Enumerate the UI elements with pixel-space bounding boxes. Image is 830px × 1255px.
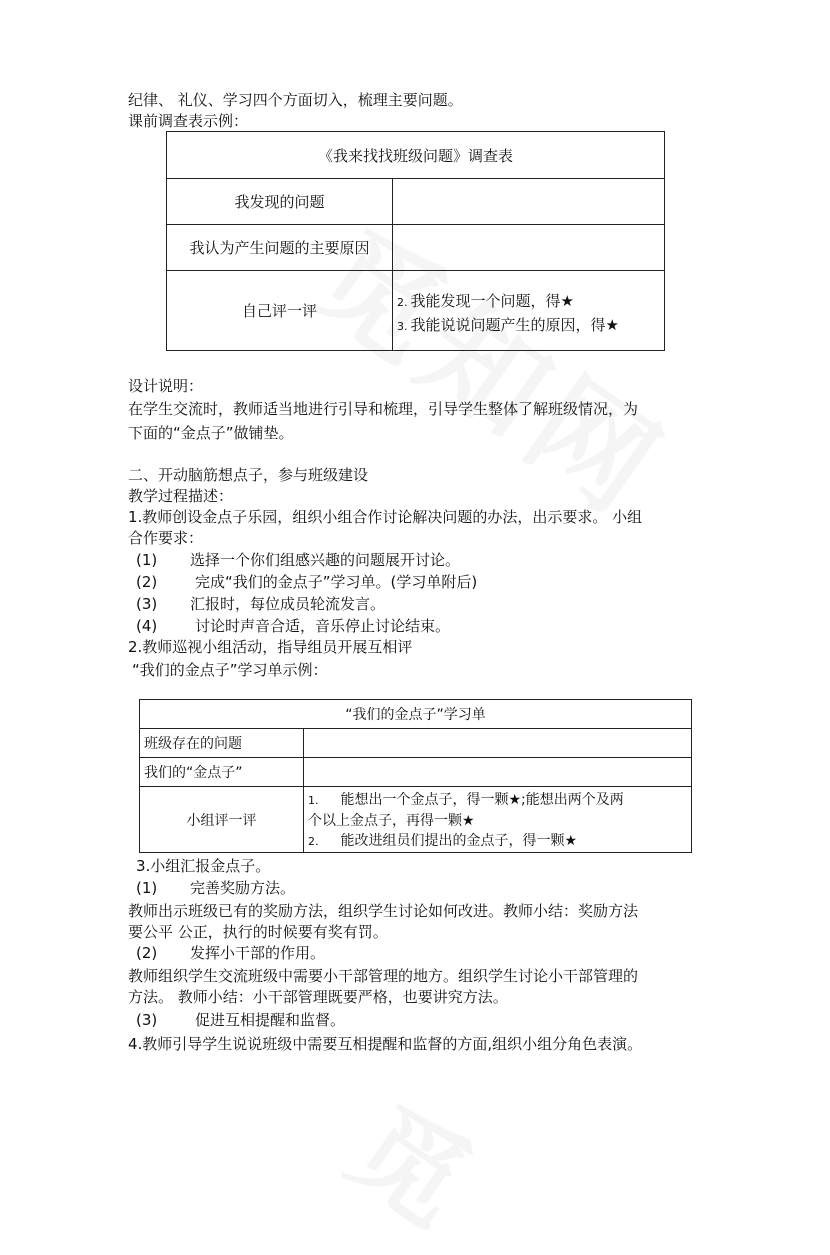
survey-row-problem-label: 我发现的问题 <box>167 179 393 225</box>
survey-eval-1-text: 我能发现一个问题，得★ <box>410 291 574 310</box>
item1-num: (1) <box>136 879 158 897</box>
item2-text: 发挥小干部的作用。 <box>190 944 326 962</box>
req4-text: 讨论时声音合适，音乐停止讨论结束。 <box>195 617 451 635</box>
worksheet-eval-1-line-2: 个以上金点子，再得一颗★ <box>308 812 475 829</box>
worksheet-eval-2-num: 2. <box>308 834 319 848</box>
process-label: 教学过程描述： <box>128 487 234 505</box>
design-note-line-2: 下面的“金点子”做铺垫。 <box>128 424 294 442</box>
worksheet-eval-1-line-1: 能想出一个金点子，得一颗★;能想出两个及两 <box>340 791 624 808</box>
design-note-line-1: 在学生交流时，教师适当地进行引导和梳理，引导学生整体了解班级情况，为 <box>128 400 639 418</box>
worksheet-row-idea-value <box>304 758 692 787</box>
survey-row-problem-value <box>393 179 665 225</box>
worksheet-row-problem-value <box>304 729 692 758</box>
design-note-heading: 设计说明： <box>128 377 204 395</box>
survey-eval-2-text: 我能说说问题产生的原因，得★ <box>410 315 619 334</box>
worksheet-eval-item-2 <box>308 831 687 852</box>
survey-table-title: 《我来找找班级问题》调查表 <box>167 132 665 179</box>
survey-table <box>166 131 665 351</box>
item2-num: (2) <box>136 944 158 962</box>
item1-desc-line-2: 要公平 公正，执行的时候要有奖有罚。 <box>128 923 388 941</box>
worksheet-eval-2-text: 能改进组员们提出的金点子，得一颗★ <box>340 832 578 849</box>
worksheet-row-problem-label: 班级存在的问题 <box>140 729 304 758</box>
worksheet-row-eval-value <box>304 787 692 853</box>
req4-num: (4) <box>136 617 158 635</box>
section2-heading: 二、开动脑筋想点子，参与班级建设 <box>128 466 369 484</box>
worksheet-row-idea-label: 我们的“金点子” <box>140 758 304 787</box>
intro-line-2: 课前调查表示例： <box>128 112 249 130</box>
worksheet-row-eval-label: 小组评一评 <box>140 787 304 853</box>
sheet-example-label: “我们的金点子”学习单示例： <box>132 661 328 679</box>
worksheet-table <box>139 699 692 853</box>
step2-text: 2.教师巡视小组活动，指导组员开展互相评 <box>128 638 413 656</box>
worksheet-eval-item-1 <box>308 790 687 811</box>
item3-text: 促进互相提醒和监督。 <box>195 1011 346 1029</box>
survey-row-eval-label: 自己评一评 <box>167 271 393 351</box>
survey-eval-1-num: 2. <box>397 295 408 309</box>
survey-row-reason-value <box>393 225 665 271</box>
worksheet-eval-1-num: 1. <box>308 793 319 807</box>
item1-desc-line-1: 教师出示班级已有的奖励方法，组织学生讨论如何改进。教师小结：奖励方法 <box>128 902 639 920</box>
req1-text: 选择一个你们组感兴趣的问题展开讨论。 <box>190 551 461 569</box>
intro-line-1: 纪律、 礼仪、学习四个方面切入，梳理主要问题。 <box>128 91 463 109</box>
item2-desc-line-2: 方法。 教师小结：小干部管理既要严格，也要讲究方法。 <box>128 988 508 1006</box>
survey-eval-2-num: 3. <box>397 319 408 333</box>
step3-text: 3.小组汇报金点子。 <box>136 857 271 875</box>
step1-line-1: 1.教师创设金点子乐园，组织小组合作讨论解决问题的办法，出示要求。 小组 <box>128 508 643 526</box>
survey-row-reason-label: 我认为产生问题的主要原因 <box>167 225 393 271</box>
watermark-text-bottom <box>325 1063 506 1255</box>
survey-row-eval-value <box>393 271 665 351</box>
req2-num: (2) <box>136 573 158 591</box>
item2-desc-line-1: 教师组织学生交流班级中需要小干部管理的地方。组织学生讨论小干部管理的 <box>128 967 639 985</box>
req3-text: 汇报时，每位成员轮流发言。 <box>190 595 386 613</box>
item1-text: 完善奖励方法。 <box>190 879 296 897</box>
worksheet-table-title: “我们的金点子”学习单 <box>140 700 692 729</box>
step4-text: 4.教师引导学生说说班级中需要互相提醒和监督的方面,组织小组分角色表演。 <box>128 1035 643 1053</box>
survey-eval-item-2 <box>397 314 660 338</box>
item3-num: (3) <box>136 1011 158 1029</box>
req3-num: (3) <box>136 595 158 613</box>
req1-num: (1) <box>136 551 158 569</box>
step1-line-2: 合作要求： <box>128 529 204 547</box>
survey-eval-item-1 <box>397 290 660 314</box>
req2-text: 完成“我们的金点子”学习单。(学习单附后) <box>195 573 478 591</box>
